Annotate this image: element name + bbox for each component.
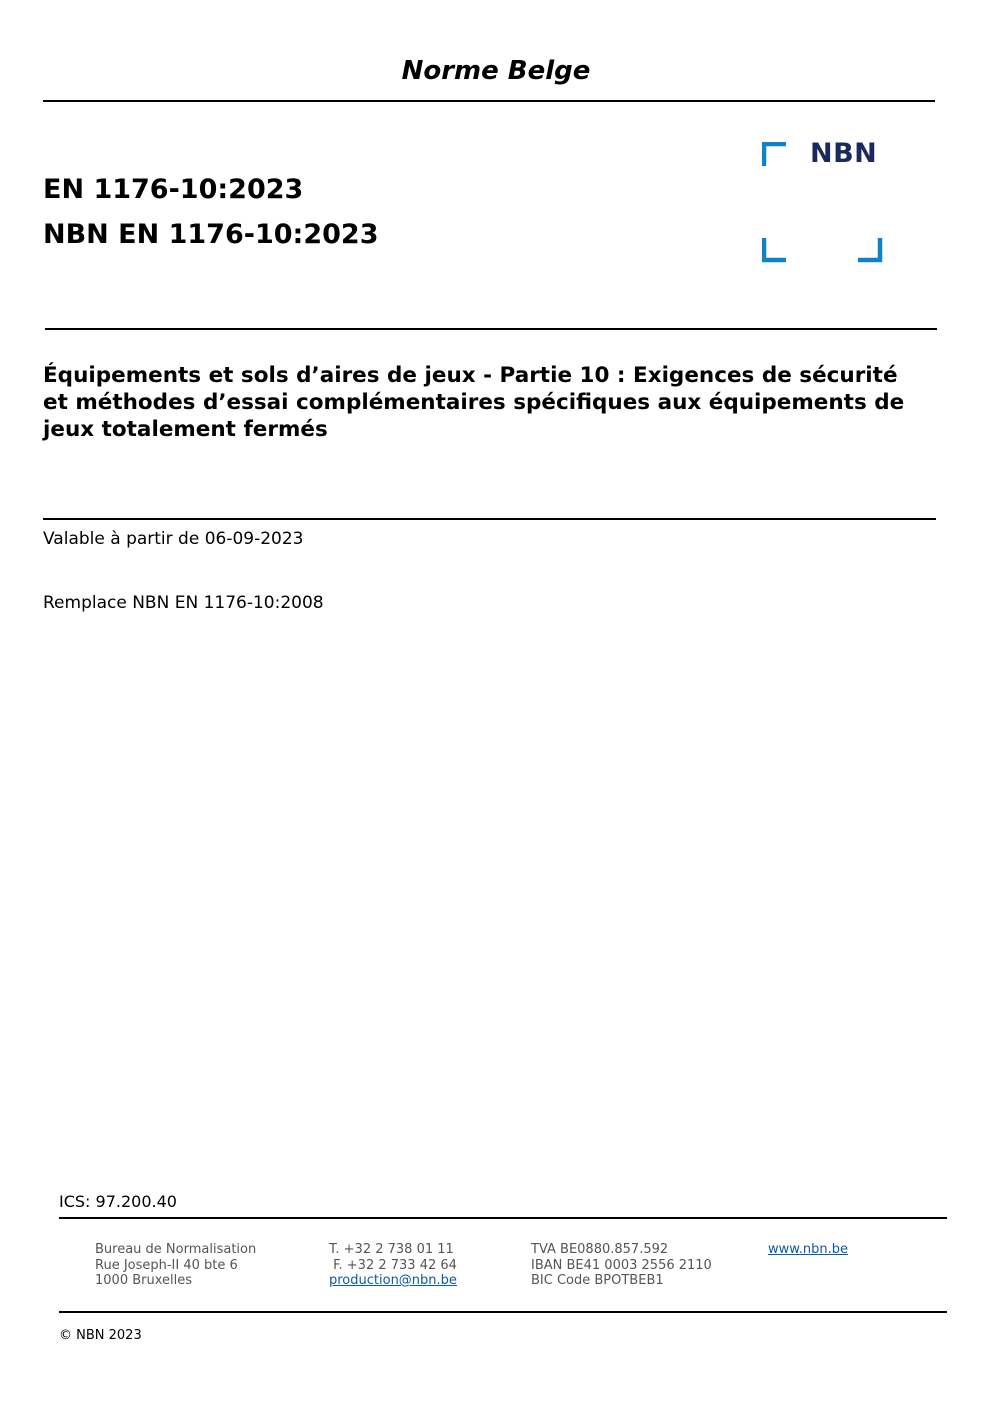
divider (43, 518, 936, 520)
divider (59, 1311, 947, 1313)
address-line: 1000 Bruxelles (95, 1273, 193, 1288)
footer-bank (531, 1242, 712, 1289)
footer-web (768, 1242, 848, 1258)
nbn-code: NBN EN 1176-10:2023 (43, 219, 379, 250)
divider (59, 1217, 947, 1219)
divider (45, 328, 937, 330)
iban: IBAN BE41 0003 2556 2110 (531, 1257, 712, 1273)
email-link[interactable]: production@nbn.be (329, 1273, 457, 1288)
address-line: Rue Joseph-II 40 bte 6 (95, 1257, 238, 1273)
bic-code: BIC Code BPOTBEB1 (531, 1273, 664, 1288)
logo-text: NBN (810, 138, 878, 169)
vat-number: TVA BE0880.857.592 (531, 1242, 669, 1257)
fax: F. +32 2 733 42 64 (329, 1257, 457, 1273)
copyright: © NBN 2023 (59, 1328, 142, 1343)
phone: T. +32 2 738 01 11 (329, 1242, 454, 1257)
page-header-title: Norme Belge (401, 56, 591, 86)
en-code: EN 1176-10:2023 (43, 174, 304, 205)
replaces-standard: Remplace NBN EN 1176-10:2008 (43, 593, 324, 613)
footer-contact (329, 1242, 457, 1289)
ics-code: ICS: 97.200.40 (59, 1192, 177, 1211)
website-link[interactable]: www.nbn.be (768, 1242, 848, 1257)
divider (43, 100, 935, 102)
address-line: Bureau de Normalisation (95, 1242, 257, 1257)
footer-address (95, 1242, 256, 1289)
document-title: Équipements et sols d’aires de jeux - Partie 10 : Exigences de sécurité et méthodes d’essai complémentaires spécifiques aux équipements de jeux totalement fermés (43, 363, 905, 442)
validity-date: Valable à partir de 06-09-2023 (43, 529, 304, 549)
